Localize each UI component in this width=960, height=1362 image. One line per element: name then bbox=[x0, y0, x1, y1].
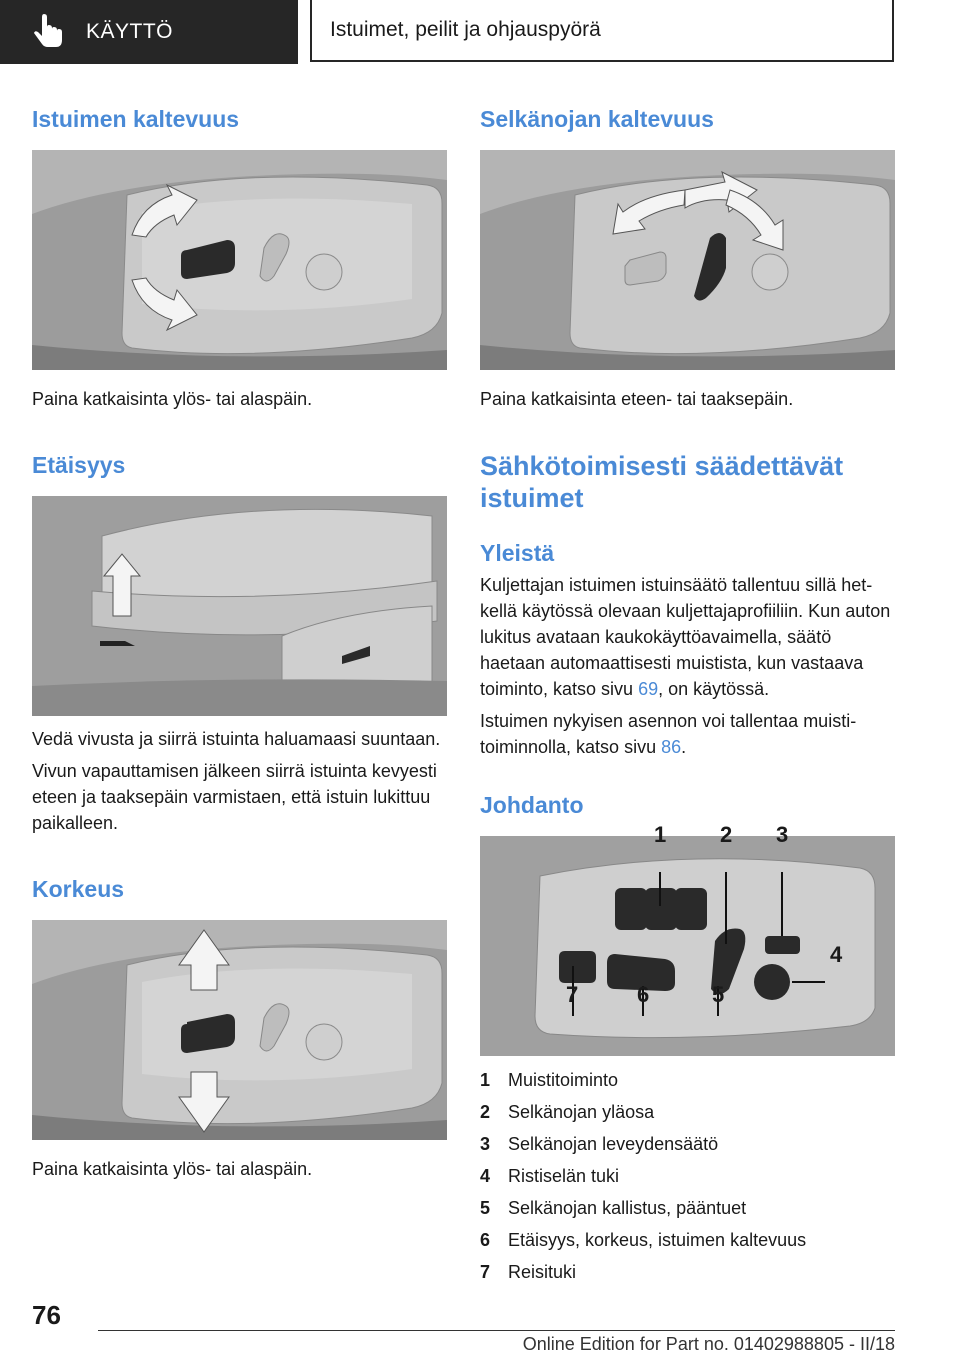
seat-tilt-caption: Paina katkaisinta ylös- tai alaspäin. bbox=[32, 389, 313, 409]
left-column bbox=[32, 100, 447, 1182]
figure-label-4: 4 bbox=[830, 942, 843, 967]
controls-legend bbox=[480, 1064, 895, 1288]
legend-item: 2 Selkänojan yläosa bbox=[480, 1102, 655, 1122]
seat-controls-illustration bbox=[480, 836, 895, 1056]
hand-pointer-icon bbox=[28, 12, 68, 52]
figure-label-6: 6 bbox=[637, 982, 650, 1007]
height-caption: Paina katkaisinta ylös- tai alaspäin. bbox=[32, 1159, 313, 1179]
heading-distance: Etäisyys bbox=[32, 452, 126, 478]
figure-label-2: 2 bbox=[720, 822, 733, 847]
legend-item: 4 Ristiselän tuki bbox=[480, 1166, 620, 1186]
backrest-tilt-caption: Paina katkaisinta eteen- tai taaksepäin. bbox=[480, 389, 794, 409]
figure-label-1: 1 bbox=[654, 822, 667, 847]
heading-backrest-tilt: Selkänojan kaltevuus bbox=[480, 106, 714, 132]
heading-general: Yleistä bbox=[480, 540, 555, 566]
page-number: 76 bbox=[32, 1300, 61, 1330]
chapter-tab[interactable] bbox=[310, 0, 894, 62]
right-column bbox=[480, 100, 895, 1288]
general-text-1: Kuljettajan istuimen istuinsäätö tallentuu sillä hetkellä käytössä olevaan kuljettajaprofiiliin. Kun auton lukitus avataan kaukokäyttöavaimella, säätö haetaan automaattisesti muistista, kun vastaava toiminto, katso sivu 69, on käytössä. bbox=[480, 575, 891, 699]
heading-height: Korkeus bbox=[32, 876, 125, 902]
heading-electric-seats: Sähkötoimisesti säädettävät istuimet bbox=[480, 451, 844, 513]
heading-seat-tilt: Istuimen kaltevuus bbox=[32, 106, 240, 132]
distance-text-2: Vivun vapauttamisen jälkeen siirrä istuinta kevyesti eteen ja taaksepäin varmistaen, että istuin lukittuu paikalleen. bbox=[32, 761, 437, 833]
general-text-2: Istuimen nykyisen asennon voi tallentaa muistitoiminnolla, katso sivu 86. bbox=[480, 711, 857, 757]
seat-height-illustration bbox=[32, 920, 447, 1140]
seat-distance-illustration bbox=[32, 496, 447, 716]
figure-label-7: 7 bbox=[566, 982, 579, 1007]
footer-edition: Online Edition for Part no. 01402988805 - II/18 bbox=[522, 1334, 895, 1354]
legend-item: 6 Etäisyys, korkeus, istuimen kaltevuus bbox=[480, 1230, 807, 1250]
legend-item: 7 Reisituki bbox=[480, 1262, 577, 1282]
heading-introduction: Johdanto bbox=[480, 792, 584, 818]
chapter-title: Istuimet, peilit ja ohjauspyörä bbox=[330, 18, 601, 41]
legend-item: 1 Muistitoiminto bbox=[480, 1070, 619, 1090]
distance-text-1: Vedä vivusta ja siirrä istuinta haluamaasi suuntaan. bbox=[32, 729, 441, 749]
section-tab[interactable] bbox=[0, 0, 298, 64]
page-link-86[interactable]: 86 bbox=[661, 737, 682, 757]
figure-label-5: 5 bbox=[712, 982, 725, 1007]
legend-item: 5 Selkänojan kallistus, pääntuet bbox=[480, 1198, 747, 1218]
seat-tilt-illustration bbox=[32, 150, 447, 370]
footer-divider bbox=[98, 1330, 895, 1331]
backrest-tilt-illustration bbox=[480, 150, 895, 370]
page-link-69[interactable]: 69 bbox=[638, 679, 659, 699]
legend-item: 3 Selkänojan leveydensäätö bbox=[480, 1134, 719, 1154]
section-tab-label: KÄYTTÖ bbox=[86, 20, 174, 43]
figure-label-3: 3 bbox=[776, 822, 789, 847]
